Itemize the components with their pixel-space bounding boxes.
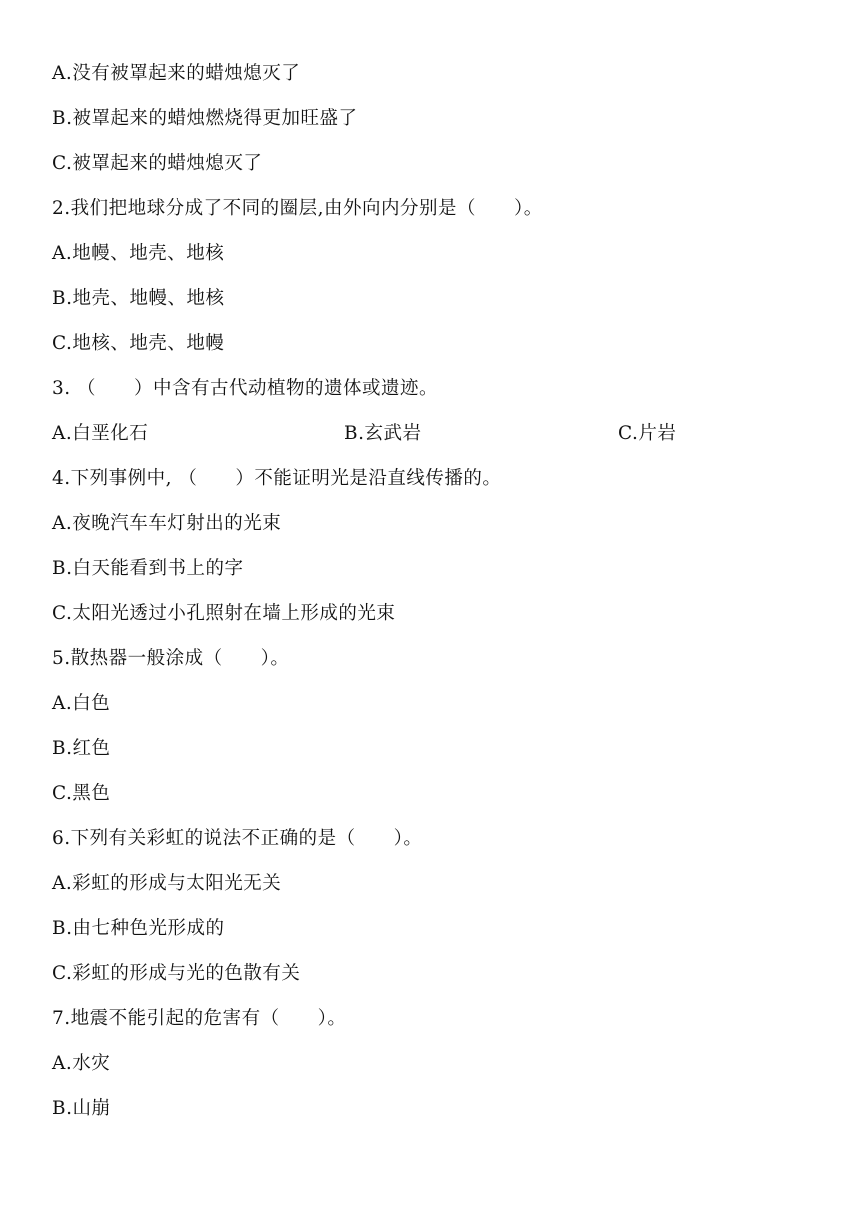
q3-options-row — [52, 416, 822, 461]
q4-question: 4.下列事例中, （ ）不能证明光是沿直线传播的。 — [52, 468, 502, 489]
q3-option-b: B.玄武岩 — [344, 423, 422, 444]
q3-option-c: C.片岩 — [618, 423, 677, 444]
q7-question: 7.地震不能引起的危害有（ ）。 — [52, 1008, 347, 1029]
q5-option-b: B.红色 — [52, 738, 111, 759]
q2-option-c: C.地核、地壳、地幔 — [52, 333, 225, 354]
q6-option-a: A.彩虹的形成与太阳光无关 — [52, 873, 282, 894]
q3-option-a: A.白垩化石 — [52, 423, 149, 444]
q6-option-c: C.彩虹的形成与光的色散有关 — [52, 963, 301, 984]
q2-question: 2.我们把地球分成了不同的圈层,由外向内分别是（ ）。 — [52, 198, 543, 219]
q7-option-b: B.山崩 — [52, 1098, 111, 1119]
exam-page — [52, 56, 822, 1136]
q4-option-c: C.太阳光透过小孔照射在墙上形成的光束 — [52, 603, 396, 624]
q3-question: 3. （ ）中含有古代动植物的遗体或遗迹。 — [52, 378, 439, 399]
q5-option-a: A.白色 — [52, 693, 111, 714]
q6-question: 6.下列有关彩虹的说法不正确的是（ ）。 — [52, 828, 423, 849]
q1-option-a: A.没有被罩起来的蜡烛熄灭了 — [52, 63, 301, 84]
q7-option-a: A.水灾 — [52, 1053, 111, 1074]
q1-option-c: C.被罩起来的蜡烛熄灭了 — [52, 153, 263, 174]
q2-option-b: B.地壳、地幔、地核 — [52, 288, 225, 309]
q4-option-a: A.夜晚汽车车灯射出的光束 — [52, 513, 282, 534]
q1-option-b: B.被罩起来的蜡烛燃烧得更加旺盛了 — [52, 108, 358, 129]
q5-option-c: C.黑色 — [52, 783, 111, 804]
q4-option-b: B.白天能看到书上的字 — [52, 558, 244, 579]
q5-question: 5.散热器一般涂成（ ）。 — [52, 648, 290, 669]
q2-option-a: A.地幔、地壳、地核 — [52, 243, 225, 264]
q6-option-b: B.由七种色光形成的 — [52, 918, 225, 939]
